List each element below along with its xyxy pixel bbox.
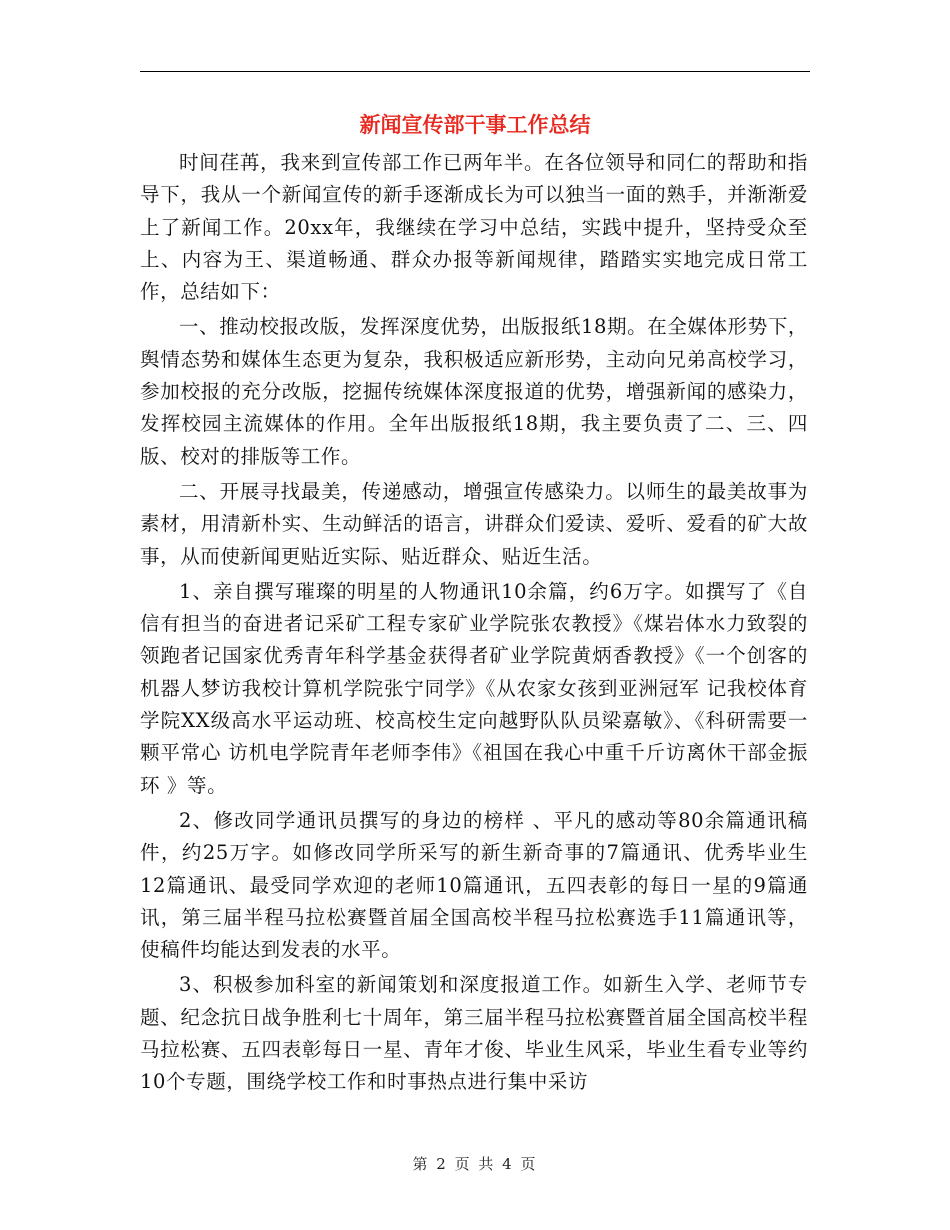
document-body <box>140 147 808 1099</box>
paragraph-section-1: 一、推动校报改版，发挥深度优势，出版报纸18期。在全媒体形势下，舆情态势和媒体生态更为复杂，我积极适应新形势，主动向兄弟高校学习，参加校报的充分改版，挖掘传统媒体深度报道的优势，增强新闻的感染力，发挥校园主流媒体的作用。全年出版报纸18期，我主要负责了二、三、四版、校对的排版等工作。 <box>140 315 809 468</box>
paragraph-item-2: 2、修改同学通讯员撰写的身边的榜样 、平凡的感动等80余篇通讯稿件，约25万字。如修改同学所采写的新生新奇事的7篇通讯、优秀毕业生12篇通讯、最受同学欢迎的老师10篇通讯，五四表彰的每日一星的9篇通讯，第三届半程马拉松赛暨首届全国高校半程马拉松赛选手11篇通讯等，使稿件均能达到发表的水平。 <box>140 808 808 962</box>
document-title: 新闻宣传部干事工作总结 <box>359 112 591 137</box>
paragraph-item-3: 3、积极参加科室的新闻策划和深度报道工作。如新生入学、老师节专题、纪念抗日战争胜利七十周年，第三届半程马拉松赛暨首届全国高校半程马拉松赛、五四表彰每日一星、青年才俊、毕业生风采，毕业生看专业等约10个专题，围绕学校工作和时事热点进行集中采访 <box>140 973 808 1094</box>
paragraph-intro: 时间荏苒，我来到宣传部工作已两年半。在各位领导和同仁的帮助和指导下，我从一个新闻宣传的新手逐渐成长为可以独当一面的熟手，并渐渐爱上了新闻工作。20xx年，我继续在学习中总结，实践中提升，坚持受众至上、内容为王、渠道畅通、群众办报等新闻规律，踏踏实实地完成日常工作，总结如下： <box>140 151 808 304</box>
header-rule <box>140 71 810 72</box>
paragraph-section-2: 二、开展寻找最美，传递感动，增强宣传感染力。以师生的最美故事为素材，用清新朴实、生动鲜活的语言，讲群众们爱读、爱听、爱看的矿大故事，从而使新闻更贴近实际、贴近群众、贴近生活。 <box>140 479 808 568</box>
page-number-footer: 第 2 页 共 4 页 <box>412 1155 538 1173</box>
paragraph-item-1: 1、亲自撰写璀璨的明星的人物通讯10余篇，约6万字。如撰写了《自信有担当的奋进者记采矿工程专家矿业学院张农教授》《煤岩体水力致裂的领跑者记国家优秀青年科学基金获得者矿业学院黄炳香教授》《一个创客的机器人梦访我校计算机学院张宁同学》《从农家女孩到亚洲冠军 记我校体育学院XX级高水平运动班、校高校生定向越野队队员梁嘉敏》、《科研需要一颗平常心 访机电学院青年老师李伟》《祖国在我心中重千斤访离休干部金振环 》等。 <box>140 579 808 797</box>
